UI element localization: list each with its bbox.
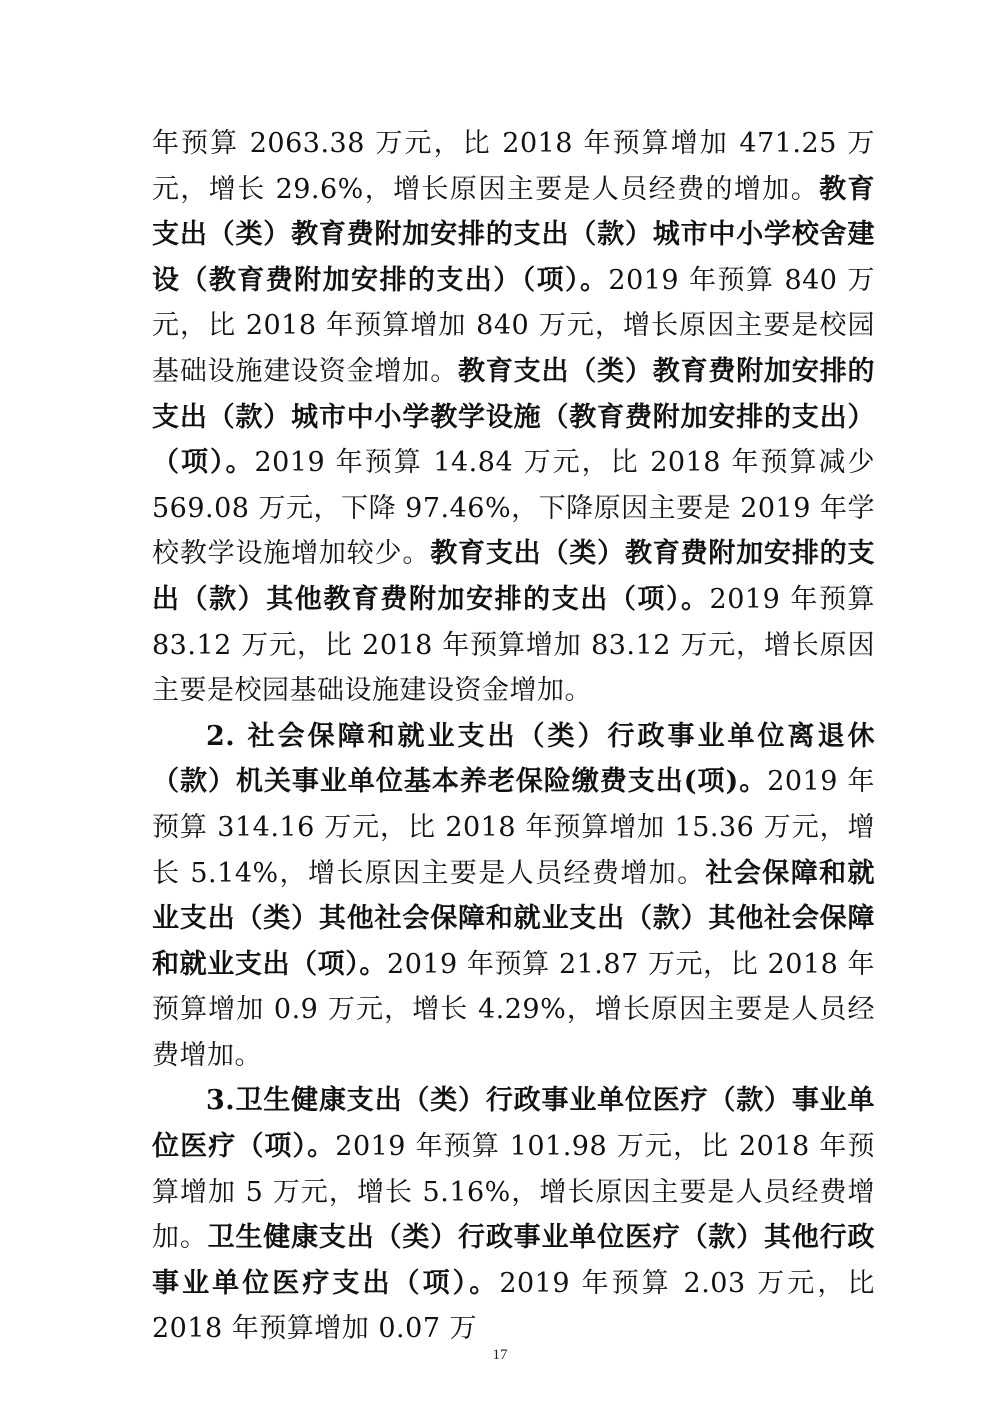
paragraph-text: 2019 年预算 840 万元，比 2018 年预算增加 840 万元，增长原因主要是校园基础设施建设资金增加。 [152, 264, 875, 387]
paragraph-education-continued [152, 121, 875, 714]
bold-heading-text: 2. 社会保障和就业支出（类）行政事业单位离退休（款）机关事业单位基本养老保险缴费支出(项)。 [152, 720, 875, 798]
paragraph-health [152, 1078, 875, 1352]
paragraph-text: 2019 年预算 101.98 万元，比 2018 年预算增加 5 万元，增长 5.16%，增长原因主要是人员经费增加。 [152, 1131, 875, 1254]
bold-heading-text: 教育支出（类）教育费附加安排的支出（款）城市中小学教学设施（教育费附加安排的支出）（项）。 [152, 355, 876, 479]
paragraph-text: 2019 年预算 2.03 万元，比 2018 年预算增加 0.07 万 [152, 1267, 875, 1345]
bold-heading-text: 3.卫生健康支出（类）行政事业单位医疗（款）事业单位医疗（项）。 [152, 1085, 875, 1163]
paragraph-text: 2019 年预算 14.84 万元，比 2018 年预算减少 569.08 万元，下降 97.46%，下降原因主要是 2019 年学校教学设施增加较少。 [152, 447, 876, 570]
paragraph-text: 2019 年预算 21.87 万元，比 2018 年预算增加 0.9 万元，增长 4.29%，增长原因主要是人员经费增加。 [152, 948, 875, 1071]
bold-heading-text: 社会保障和就业支出（类）其他社会保障和就业支出（款）其他社会保障和就业支出（项）。 [152, 857, 876, 980]
bold-heading-text: 教育支出（类）教育费附加安排的支出（款）其他教育费附加安排的支出（项）。 [152, 538, 876, 615]
bold-heading-text: 卫生健康支出（类）行政事业单位医疗（款）其他行政事业单位医疗支出（项）。 [152, 1222, 875, 1299]
bold-heading-text: 教育支出（类）教育费附加安排的支出（款）城市中小学校舍建设（教育费附加安排的支出）（项）。 [152, 173, 876, 296]
paragraph-text: 2019 年预算 314.16 万元，比 2018 年预算增加 15.36 万元，增长 5.14%，增长原因主要是人员经费增加。 [152, 766, 875, 889]
paragraph-text: 2019 年预算 83.12 万元，比 2018 年预算增加 83.12 万元，增长原因主要是校园基础设施建设资金增加。 [152, 583, 875, 707]
body-text [152, 121, 875, 1352]
paragraph-social-security [152, 714, 875, 1079]
paragraph-text: 年预算 2063.38 万元，比 2018 年预算增加 471.25 万元，增长 29.6%，增长原因主要是人员经费的增加。 [152, 128, 875, 205]
page-number: 17 [492, 1347, 508, 1363]
